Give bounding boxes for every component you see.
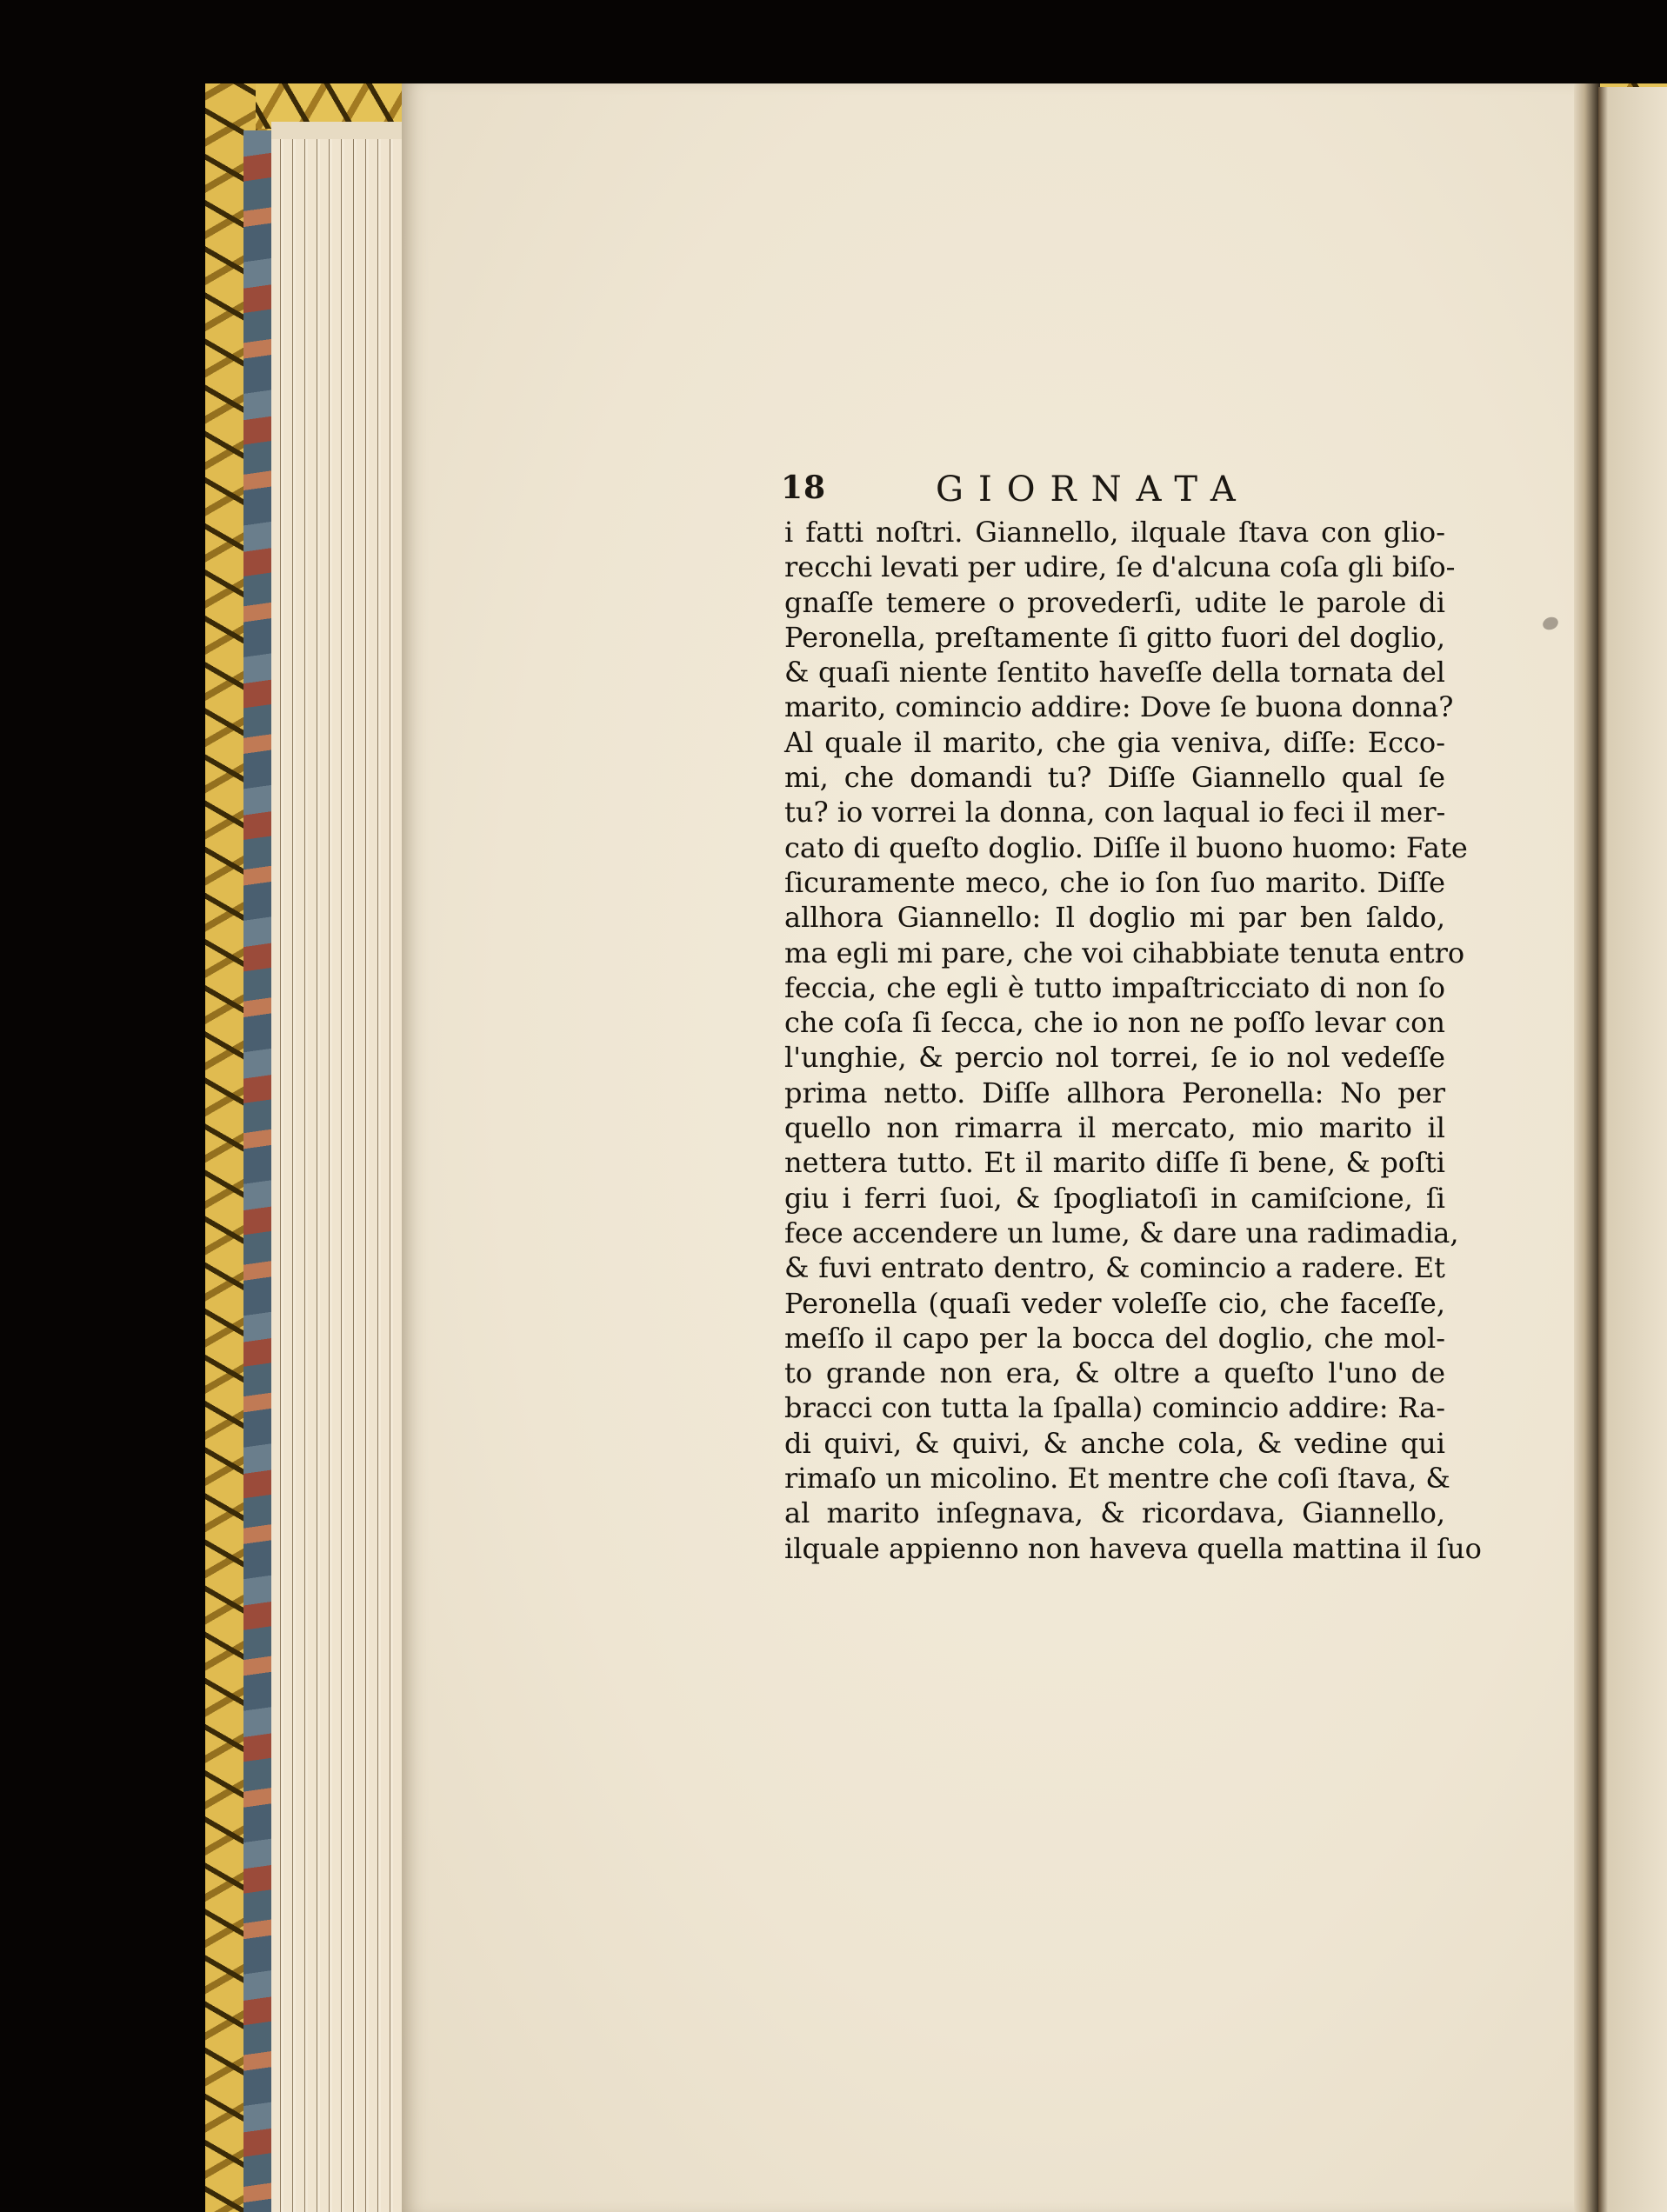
text-line: meſſo il capo per la bocca del doglio, che mol- [784,1321,1445,1355]
text-line: ma egli mi pare, che voi cihabbiate tenuta entro [784,936,1465,969]
text-line: al marito inſegnava, & ricordava, Giannello, [784,1496,1445,1530]
text-line: recchi levati per udire, ſe d'alcuna coſa gli biſo- [784,550,1456,584]
running-head-title: GIORNATA [936,470,1250,510]
running-head [781,470,1277,522]
text-line: gnaſſe temere o provederſi, udite le parole di [784,585,1445,619]
page-edges [271,122,402,2212]
text-line: & fuvi entrato dentro, & comincio a radere. Et [784,1251,1445,1285]
text-line: i fatti noſtri. Giannello, ilquale ſtava con glio- [784,516,1445,549]
text-line: to grande non era, & oltre a queſto l'uno de [784,1356,1445,1390]
text-line: Peronella, preſtamente ſi gitto fuori del doglio, [784,620,1445,654]
text-line: bracci con tutta la ſpalla) comincio addire: Ra- [784,1391,1445,1425]
text-line: l'unghie, & percio nol torrei, ſe io nol vedeſſe [784,1041,1445,1075]
text-line: feccia, che egli è tutto impaſtricciato di non ſo [784,970,1445,1004]
page-edges-top [271,122,410,139]
text-line: Al quale il marito, che gia veniva, diſſe: Ecco- [784,725,1445,759]
text-line: prima netto. Diſſe allhora Peronella: No per [784,1076,1445,1109]
text-line: che coſa ſi ſecca, che io non ne poſſo levar con [784,1006,1445,1040]
text-line: quello non rimarra il mercato, mio marito il [784,1111,1445,1145]
text-line: marito, comincio addire: Dove ſe buona donna? [784,690,1454,724]
text-line: fece accendere un lume, & dare una radimadia, [784,1216,1459,1249]
text-line: rimaſo un micolino. Et mentre che coſi ſtava, & [784,1462,1450,1496]
page-number: 18 [781,470,827,506]
text-line: giu i ferri ſuoi, & ſpogliatoſi in camiſcione, ſi [784,1181,1445,1215]
text-block [784,515,1482,1566]
text-line: ſicuramente meco, che io ſon ſuo marito. Diſſe [784,865,1445,899]
text-line: mi, che domandi tu? Diſſe Giannello qual ſe [784,761,1445,795]
facing-page [1598,87,1667,2212]
text-line: allhora Giannello: Il doglio mi par ben ſaldo, [784,901,1445,935]
text-line: tu? io vorrei la donna, con laqual io feci il mer- [784,796,1446,830]
text-line: di quivi, & quivi, & anche cola, & vedine qui [784,1426,1445,1460]
text-line: nettera tutto. Et il marito diſſe ſi bene, & poſti [784,1146,1445,1180]
text-line: Peronella (quaſi veder voleſſe cio, che faceſſe, [784,1286,1445,1320]
text-line: ilquale appienno non haveva quella mattina il ſuo [784,1531,1482,1565]
text-line: & quaſi niente ſentito haveſſe della tornata del [784,656,1445,690]
spine-gutter [1574,83,1600,2212]
text-line: cato di queſto doglio. Diſſe il buono huomo: Fate [784,830,1468,864]
